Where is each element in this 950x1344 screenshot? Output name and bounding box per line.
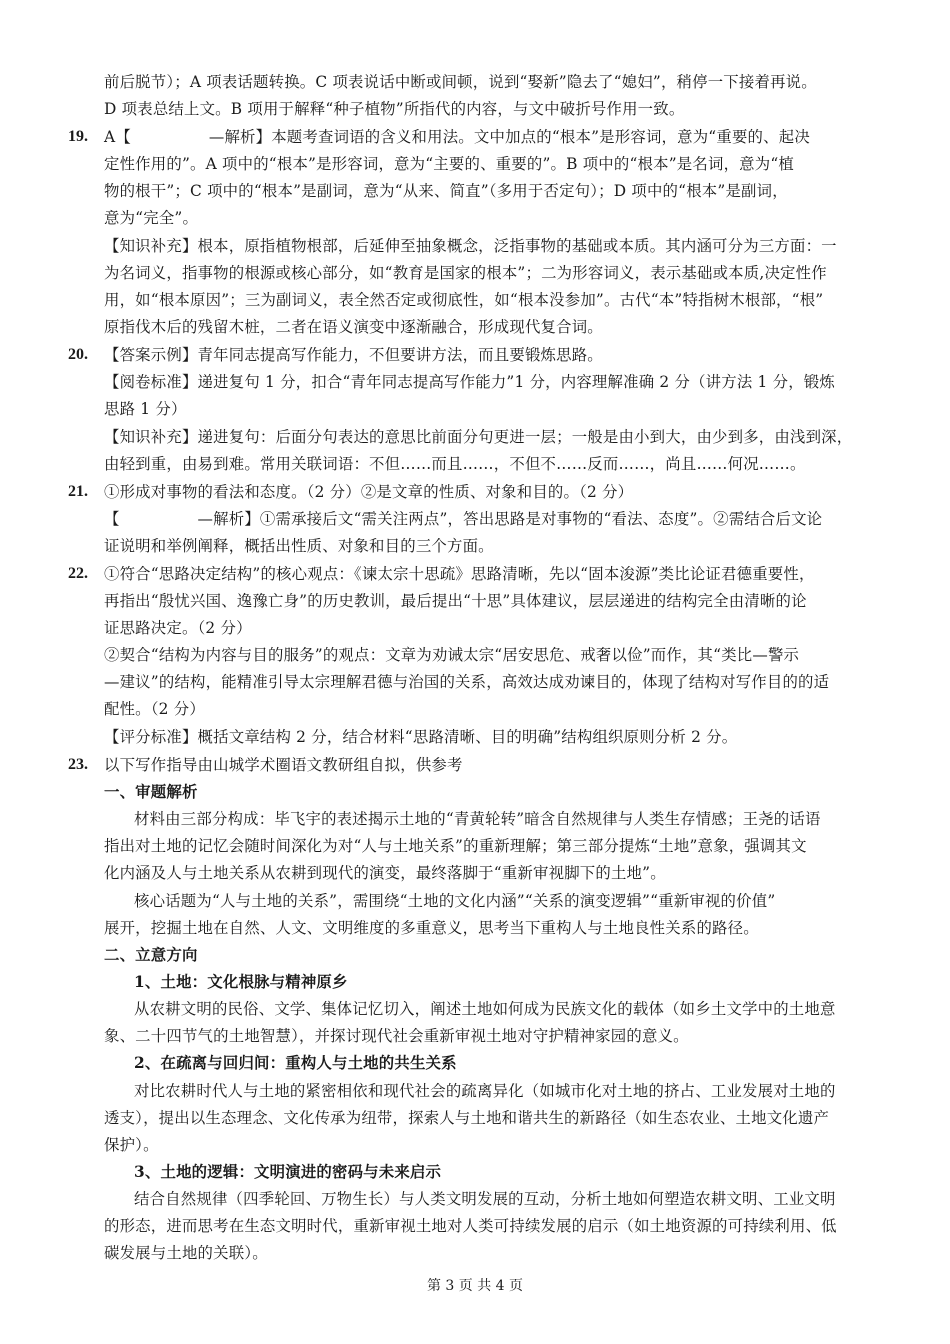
text-line: A【 —解析】本题考查词语的含义和用法。文中加点的“根本”是形容词，意为“重要的、起决	[104, 128, 810, 146]
text-line: D 项表总结上文。B 项用于解释“种子植物”所指代的内容，与文中破折号作用一致。	[104, 100, 685, 118]
question-number-19: 19.	[68, 128, 88, 145]
section-heading: 二、立意方向	[104, 946, 198, 964]
text-line: 证说明和举例阐释，概括出性质、对象和目的三个方面。	[104, 537, 494, 555]
text-line: 用，如“根本原因”；三为副词义，表全然否定或彻底性，如“根本没参加”。古代“本”特指树木根部，“根”	[104, 291, 824, 309]
question-number-23: 23.	[68, 756, 88, 773]
text-line: 核心话题为“人与土地的关系”，需围绕“土地的文化内涵”“关系的演变逻辑”“重新审视的价值”	[134, 892, 776, 910]
text-line: ①形成对事物的看法和态度。（2 分）②是文章的性质、对象和目的。（2 分）	[104, 483, 634, 501]
subsection-heading: 2、在疏离与回归间：重构人与土地的共生关系	[134, 1054, 457, 1072]
text-line: 定性作用的”。A 项中的“根本”是形容词，意为“主要的、重要的”。B 项中的“根本”是名词，意为“植	[104, 155, 794, 173]
text-line: 物的根干”；C 项中的“根本”是副词，意为“从来、简直”（多用于否定句）；D 项中的“根本”是副词，	[104, 182, 788, 200]
page-footer: 第 3 页 共 4 页	[426, 1278, 524, 1294]
text-line: 【阅卷标准】递进复句 1 分，扣合“青年同志提高写作能力”1 分，内容理解准确 2 分（讲方法 1 分，锻炼	[104, 373, 835, 391]
text-line: 证思路决定。（2 分）	[104, 619, 252, 637]
text-line: —建议”的结构，能精准引导太宗理解君德与治国的关系，高效达成劝谏目的，体现了结构对写作目的的适	[104, 673, 830, 691]
text-line: 象、二十四节气的土地智慧），并探讨现代社会重新审视土地对守护精神家园的意义。	[104, 1027, 689, 1045]
text-line: 原指伐木后的残留木桩，二者在语义演变中逐渐融合，形成现代复合词。	[104, 318, 603, 336]
text-line: 再指出“殷忧兴国、逸豫亡身”的历史教训，最后提出“十思”具体建议，层层递进的结构完全由清晰的论	[104, 592, 807, 610]
question-number-20: 20.	[68, 346, 88, 363]
text-line: ①符合“思路决定结构”的核心观点：《谏太宗十思疏》思路清晰，先以“固本浚源”类比论证君德重要性，	[104, 565, 815, 583]
text-line: 结合自然规律（四季轮回、万物生长）与人类文明发展的互动，分析土地如何塑造农耕文明、工业文明	[134, 1190, 836, 1208]
text-line: 展开，挖掘土地在自然、人文、文明维度的多重意义，思考当下重构人与土地良性关系的路径。	[104, 919, 759, 937]
question-number-21: 21.	[68, 483, 88, 500]
text-line: 【知识补充】递进复句：后面分句表达的意思比前面分句更进一层；一般是由小到大，由少到多，由浅到深，	[104, 428, 853, 446]
text-line: 【知识补充】根本，原指植物根部，后延伸至抽象概念，泛指事物的基础或本质。其内涵可分为三方面：一	[104, 237, 837, 255]
text-line: 材料由三部分构成：毕飞宇的表述揭示土地的“青黄轮转”暗含自然规律与人类生存情感；王尧的话语	[134, 810, 821, 828]
text-line: 化内涵及人与土地关系从农耕到现代的演变，最终落脚于“重新审视脚下的土地”。	[104, 864, 666, 882]
text-line: 透支），提出以生态理念、文化传承为纽带，探索人与土地和谐共生的新路径（如生态农业、土地文化遗产	[104, 1109, 830, 1127]
text-line: 对比农耕时代人与土地的紧密相依和现代社会的疏离异化（如城市化对土地的挤占、工业发展对土地的	[134, 1082, 836, 1100]
text-line: 由轻到重，由易到难。常用关联词语：不但……而且……，不但不……反而……，尚且……何况……。	[104, 455, 806, 473]
text-line: 意为“完全”。	[104, 209, 199, 227]
text-line: 【答案示例】青年同志提高写作能力，不但要讲方法，而且要锻炼思路。	[104, 346, 603, 364]
text-line: 指出对土地的记忆会随时间深化为对“人与土地关系”的重新理解；第三部分提炼“土地”意象，强调其文	[104, 837, 807, 855]
section-heading: 一、审题解析	[104, 783, 198, 801]
text-line: 保护）。	[104, 1136, 159, 1154]
subsection-heading: 3、土地的逻辑：文明演进的密码与未来启示	[134, 1163, 442, 1181]
text-line: ②契合“结构为内容与目的服务”的观点：文章为劝诫太宗“居安思危、戒奢以俭”而作，其“类比—警示	[104, 646, 800, 664]
question-number-22: 22.	[68, 565, 88, 582]
text-line: 【评分标准】概括文章结构 2 分，结合材料“思路清晰、目的明确”结构组织原则分析 2 分。	[104, 728, 738, 746]
text-line: 配性。（2 分）	[104, 700, 205, 718]
subsection-heading: 1、土地：文化根脉与精神原乡	[134, 973, 348, 991]
text-line: 的形态，进而思考在生态文明时代，重新审视土地对人类可持续发展的启示（如土地资源的可持续利用、低	[104, 1217, 837, 1235]
text-line: 以下写作指导由山城学术圈语文教研组自拟，供参考	[104, 756, 463, 774]
text-line: 从农耕文明的民俗、文学、集体记忆切入，阐述土地如何成为民族文化的载体（如乡土文学中的土地意	[134, 1000, 836, 1018]
text-line: 为名词义，指事物的根源或核心部分，如“教育是国家的根本”；二为形容词义，表示基础或本质,决定性作	[104, 264, 827, 282]
text-line: 【 —解析】①需承接后文“需关注两点”，答出思路是对事物的“看法、态度”。②需结合后文论	[104, 510, 823, 528]
text-line: 思路 1 分）	[104, 400, 187, 418]
text-line: 前后脱节）；A 项表话题转换。C 项表说话中断或间顿，说到“娶新”隐去了“媳妇”，稍停一下接着再说。	[104, 73, 817, 91]
text-line: 碳发展与土地的关联）。	[104, 1244, 268, 1262]
